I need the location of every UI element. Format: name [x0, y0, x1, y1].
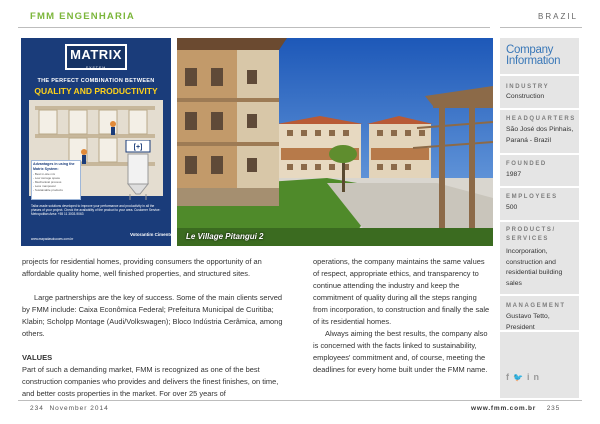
- page-number-right: 235: [546, 405, 560, 412]
- footer-divider: [18, 400, 582, 401]
- article-paragraph: Part of such a demanding market, FMM is recognized as one of the best construction companies who provides and delivers the finest finishes, on time, and better costs properties in the market. For over 25 years of: [22, 365, 279, 398]
- header-divider: [18, 27, 490, 28]
- founded-label: FOUNDED: [506, 161, 547, 167]
- ad-tagline-2: QUALITY AND PRODUCTIVITY: [34, 86, 158, 96]
- sidebar-heading: [506, 45, 576, 67]
- matrix-logo-sub: SYSTEM: [85, 66, 107, 70]
- sidebar-divider: [500, 330, 579, 332]
- country-label: BRAZIL: [538, 12, 579, 21]
- ad-body-text: Tailor-made solutions developed to improve your performance and productivity in all the phases of your project. Check the availability of the product to your area. Customer Service: Metropolitan Area: +55 11 3003-9063: [31, 204, 161, 217]
- sidebar-divider: [500, 153, 579, 155]
- article-paragraph: operations, the company maintains the same values of respect, appropriate ethics, and transparency to continue attending the industry and keep the commitment of quality during all the steps ranging from incorporation, to construction and finally the sale of its residential homes.: [313, 257, 490, 326]
- social-icons: [506, 372, 543, 382]
- svg-text:[+]: [+]: [133, 144, 143, 151]
- sidebar-heading-line-2: Information: [506, 55, 561, 67]
- headquarters-label: HEADQUARTERS: [506, 116, 576, 122]
- management-value: Gustavo Tetto, President: [506, 313, 550, 331]
- ad-advantages-list: - Best in-site mix - Low storage space - Mechanical process - Less manpower - Sustainable products: [33, 172, 63, 192]
- employees-value: 500: [506, 204, 518, 211]
- headquarters-value: São José dos Pinhais, Paraná - Brazil: [506, 126, 574, 144]
- ad-advantages-title: Advantages in using the Matrix System:: [33, 162, 75, 171]
- sidebar-divider: [500, 220, 579, 222]
- photo-caption: Le Village Pitangui 2: [186, 232, 264, 241]
- article-column-1: [22, 256, 286, 400]
- ad-website: www.mapadasolucoes.com.br: [31, 237, 74, 241]
- products-services-value: Incorporation, construction and residential building sales: [506, 248, 563, 287]
- article-paragraph: projects for residential homes, providing consumers the opportunity of an affordable quality home, well finished properties, and structured sites.: [22, 257, 262, 278]
- linkedin-icon[interactable]: in: [526, 372, 543, 382]
- matrix-logo: MATRIX: [65, 44, 127, 70]
- votorantim-logo: Votorantim Cimentos: [130, 232, 176, 237]
- article-paragraph: Always aiming the best results, the company also is concerned with the facts linked to sustainability, employees' commitment and, of course, meeting the deadlines for every home built under the FMM name.: [313, 329, 488, 374]
- magazine-section-title: FMM ENGENHARIA: [30, 11, 135, 22]
- sidebar-divider: [500, 294, 579, 296]
- company-website-link[interactable]: www.fmm.com.br: [471, 405, 537, 412]
- values-heading: VALUES: [22, 353, 53, 362]
- sidebar-divider: [500, 74, 579, 76]
- founded-value: 1987: [506, 171, 522, 178]
- industry-label: INDUSTRY: [506, 84, 550, 90]
- matrix-silo-image: [122, 140, 154, 200]
- facebook-icon[interactable]: f: [506, 372, 513, 382]
- page-number-date: 234 November 2014: [30, 405, 109, 412]
- sidebar-heading-line-1: Company: [506, 44, 554, 56]
- sidebar-divider: [500, 186, 579, 188]
- header-divider-right: [500, 27, 582, 28]
- management-label: MANAGEMENT: [506, 303, 566, 309]
- article-column-2: [313, 256, 491, 376]
- footer-right: [471, 405, 560, 412]
- article-paragraph: Large partnerships are the key of success. Some of the main clients served by FMM include: Caixa Econômica Federal; Prefeitura Municipal de Curitiba; Klabin; Scholpp Montage (Audi/Volkswagen); Bloco Indústria Cerâmica, among others.: [22, 293, 283, 338]
- ad-tagline-1: THE PERFECT COMBINATION BETWEEN: [37, 78, 155, 84]
- housing-complex-photo: [177, 38, 493, 246]
- industry-value: Construction: [506, 93, 545, 100]
- twitter-icon[interactable]: 🐦: [513, 373, 527, 382]
- employees-label: EMPLOYEES: [506, 194, 558, 200]
- products-services-label: PRODUCTS/ SERVICES: [506, 227, 556, 242]
- sidebar-divider: [500, 108, 579, 110]
